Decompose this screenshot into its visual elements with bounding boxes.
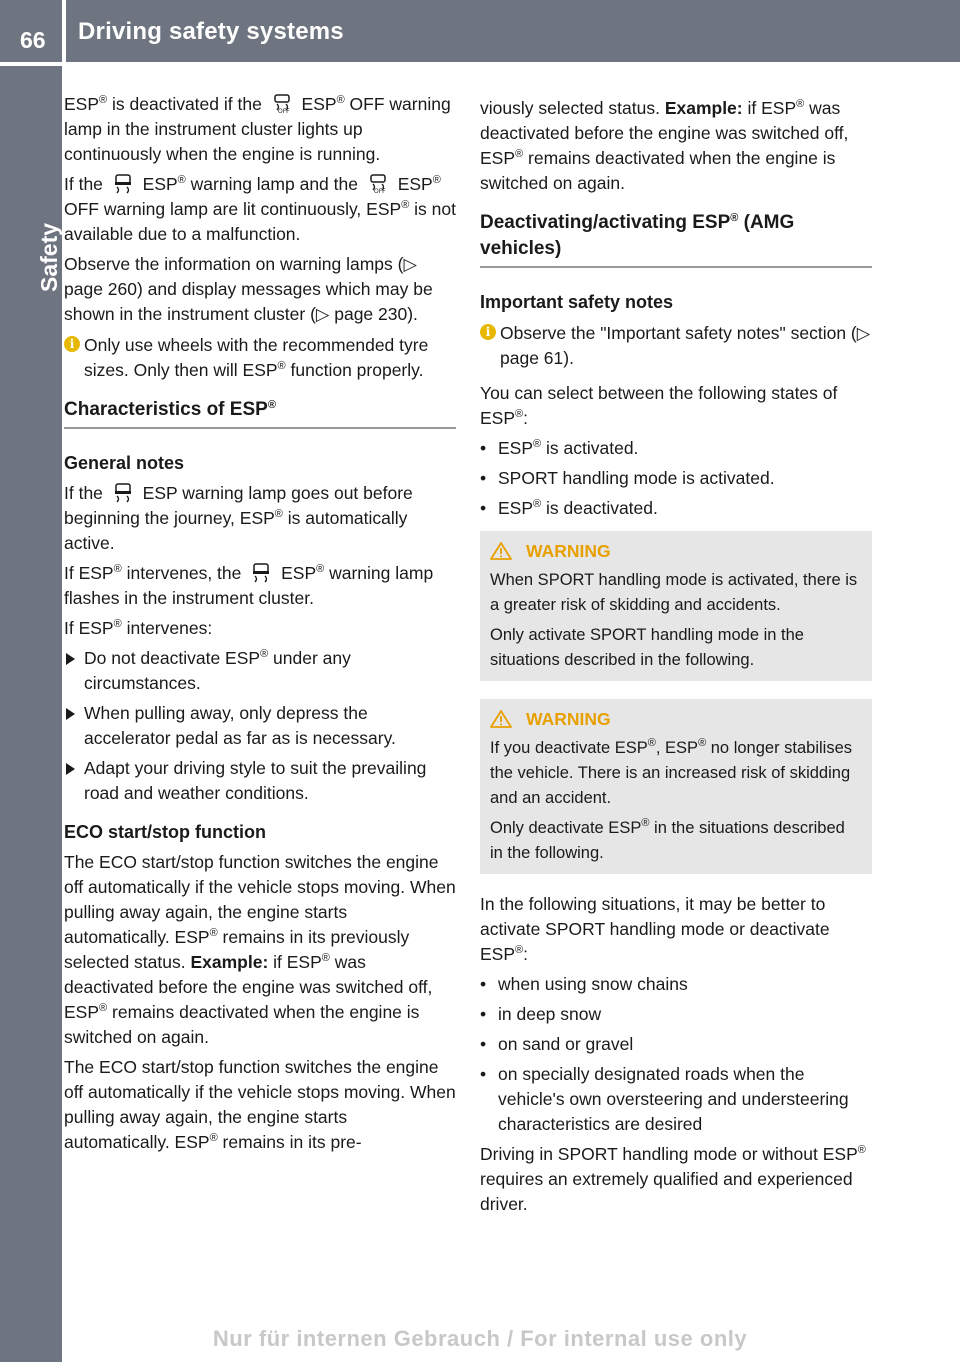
warning-text: Only activate SPORT handling mode in the situations described in the following.: [490, 626, 804, 669]
list-item: • on specially designated roads when the vehicle's own oversteering and understeering characteristics are desired: [480, 1064, 849, 1134]
paragraph: In the following situations, it may be better to activate SPORT handling mode or deactivate ESP®:: [480, 894, 830, 964]
heading-safety-notes: Important safety notes: [480, 292, 674, 312]
list-item: • ESP® is deactivated.: [480, 498, 658, 518]
warning-triangle-icon: [490, 710, 512, 728]
paragraph: The ECO start/stop function switches the engine off automatically if the vehicle stops moving. When pulling away again, the engine starts automatically. ESP® remains in its previously selected status. Example: if ESP® was deactivated before the engine was switched off, ESP® remains deactivated when the engine is switched on again.: [64, 852, 456, 1047]
paragraph: If the ESP® warning lamp and the OFF ESP® OFF warning lamp are lit continuously, ESP® is not available due to a malfunction.: [64, 174, 456, 244]
paragraph: You can select between the following states of ESP®:: [480, 383, 838, 428]
info-icon: i: [64, 336, 80, 352]
warning-text: When SPORT handling mode is activated, there is a greater risk of skidding and accidents.: [490, 571, 858, 614]
list-item: • in deep snow: [480, 1004, 602, 1024]
side-tab: [0, 66, 62, 1362]
footer-watermark: Nur für internen Gebrauch / For internal use only: [212, 1326, 748, 1351]
warning-box: [480, 699, 872, 874]
header-divider: [62, 0, 66, 62]
warning-heading: WARNING: [490, 707, 862, 732]
side-tab-label: Safety: [36, 222, 62, 292]
info-note: i Observe the "Important safety notes" section (▷ page 61).: [480, 321, 872, 371]
list-item: • SPORT handling mode is activated.: [480, 468, 775, 488]
svg-text:OFF: OFF: [373, 188, 386, 194]
left-column: [64, 92, 456, 1160]
info-note: i Only use wheels with the recommended tyre sizes. Only then will ESP® function properly.: [64, 333, 456, 383]
list-item: • when using snow chains: [480, 974, 688, 994]
list-item: • on sand or gravel: [480, 1034, 634, 1054]
warning-text: Only deactivate ESP® in the situations described in the following.: [490, 817, 845, 862]
paragraph: viously selected status. Example: if ESP® was deactivated before the engine was switched off, ESP® remains deactivated when the engine is switched on again.: [480, 98, 849, 193]
page-number: 66: [20, 27, 46, 53]
warning-triangle-icon: [490, 542, 512, 560]
esp-off-icon: [273, 94, 291, 114]
list-item: • ESP® is activated.: [480, 438, 639, 458]
info-icon: i: [480, 324, 496, 340]
paragraph: If ESP® intervenes:: [64, 618, 213, 638]
paragraph: The ECO start/stop function switches the engine off automatically if the vehicle stops moving. When pulling away again, the engine starts automatically. ESP® remains in its pre-: [64, 1057, 456, 1152]
warning-text: If you deactivate ESP®, ESP® no longer stabilises the vehicle. There is an increased risk of skidding and an accident.: [490, 737, 853, 807]
right-column: [480, 96, 872, 1222]
section-title: Driving safety systems: [78, 18, 344, 45]
step-item: When pulling away, only depress the accelerator pedal as far as is necessary.: [64, 701, 456, 751]
paragraph: Observe the information on warning lamps (▷ page 260) and display messages which may be shown in the instrument cluster (▷ page 230).: [64, 254, 433, 324]
arrow-step-icon: [66, 653, 75, 665]
esp-off-icon: [369, 174, 387, 194]
paragraph: Driving in SPORT handling mode or without ESP® requires an extremely qualified and experienced driver.: [480, 1144, 866, 1214]
heading-deactivating-esp: Deactivating/activating ESP® (AMG vehicles): [480, 210, 872, 268]
warning-box: [480, 531, 872, 681]
paragraph: If the ESP warning lamp goes out before beginning the journey, ESP® is automatically active.: [64, 483, 413, 553]
warning-heading: WARNING: [490, 539, 862, 564]
arrow-step-icon: [66, 708, 75, 720]
step-item: Adapt your driving style to suit the prevailing road and weather conditions.: [64, 756, 456, 806]
page-header: [0, 0, 960, 62]
heading-characteristics: Characteristics of ESP®: [64, 397, 456, 429]
heading-general-notes: General notes: [64, 453, 185, 473]
paragraph: If ESP® intervenes, the ESP® warning lamp flashes in the instrument cluster.: [64, 563, 434, 608]
step-item: Do not deactivate ESP® under any circumstances.: [64, 646, 456, 696]
svg-text:OFF: OFF: [277, 108, 290, 114]
esp-warning-icon: [114, 174, 132, 194]
esp-warning-icon: [114, 483, 132, 503]
esp-warning-icon: [252, 563, 270, 583]
arrow-step-icon: [66, 763, 75, 775]
heading-eco: ECO start/stop function: [64, 822, 266, 842]
paragraph: ESP® is deactivated if the OFF ESP® OFF warning lamp in the instrument cluster lights up continuously when the engine is running.: [64, 94, 451, 164]
